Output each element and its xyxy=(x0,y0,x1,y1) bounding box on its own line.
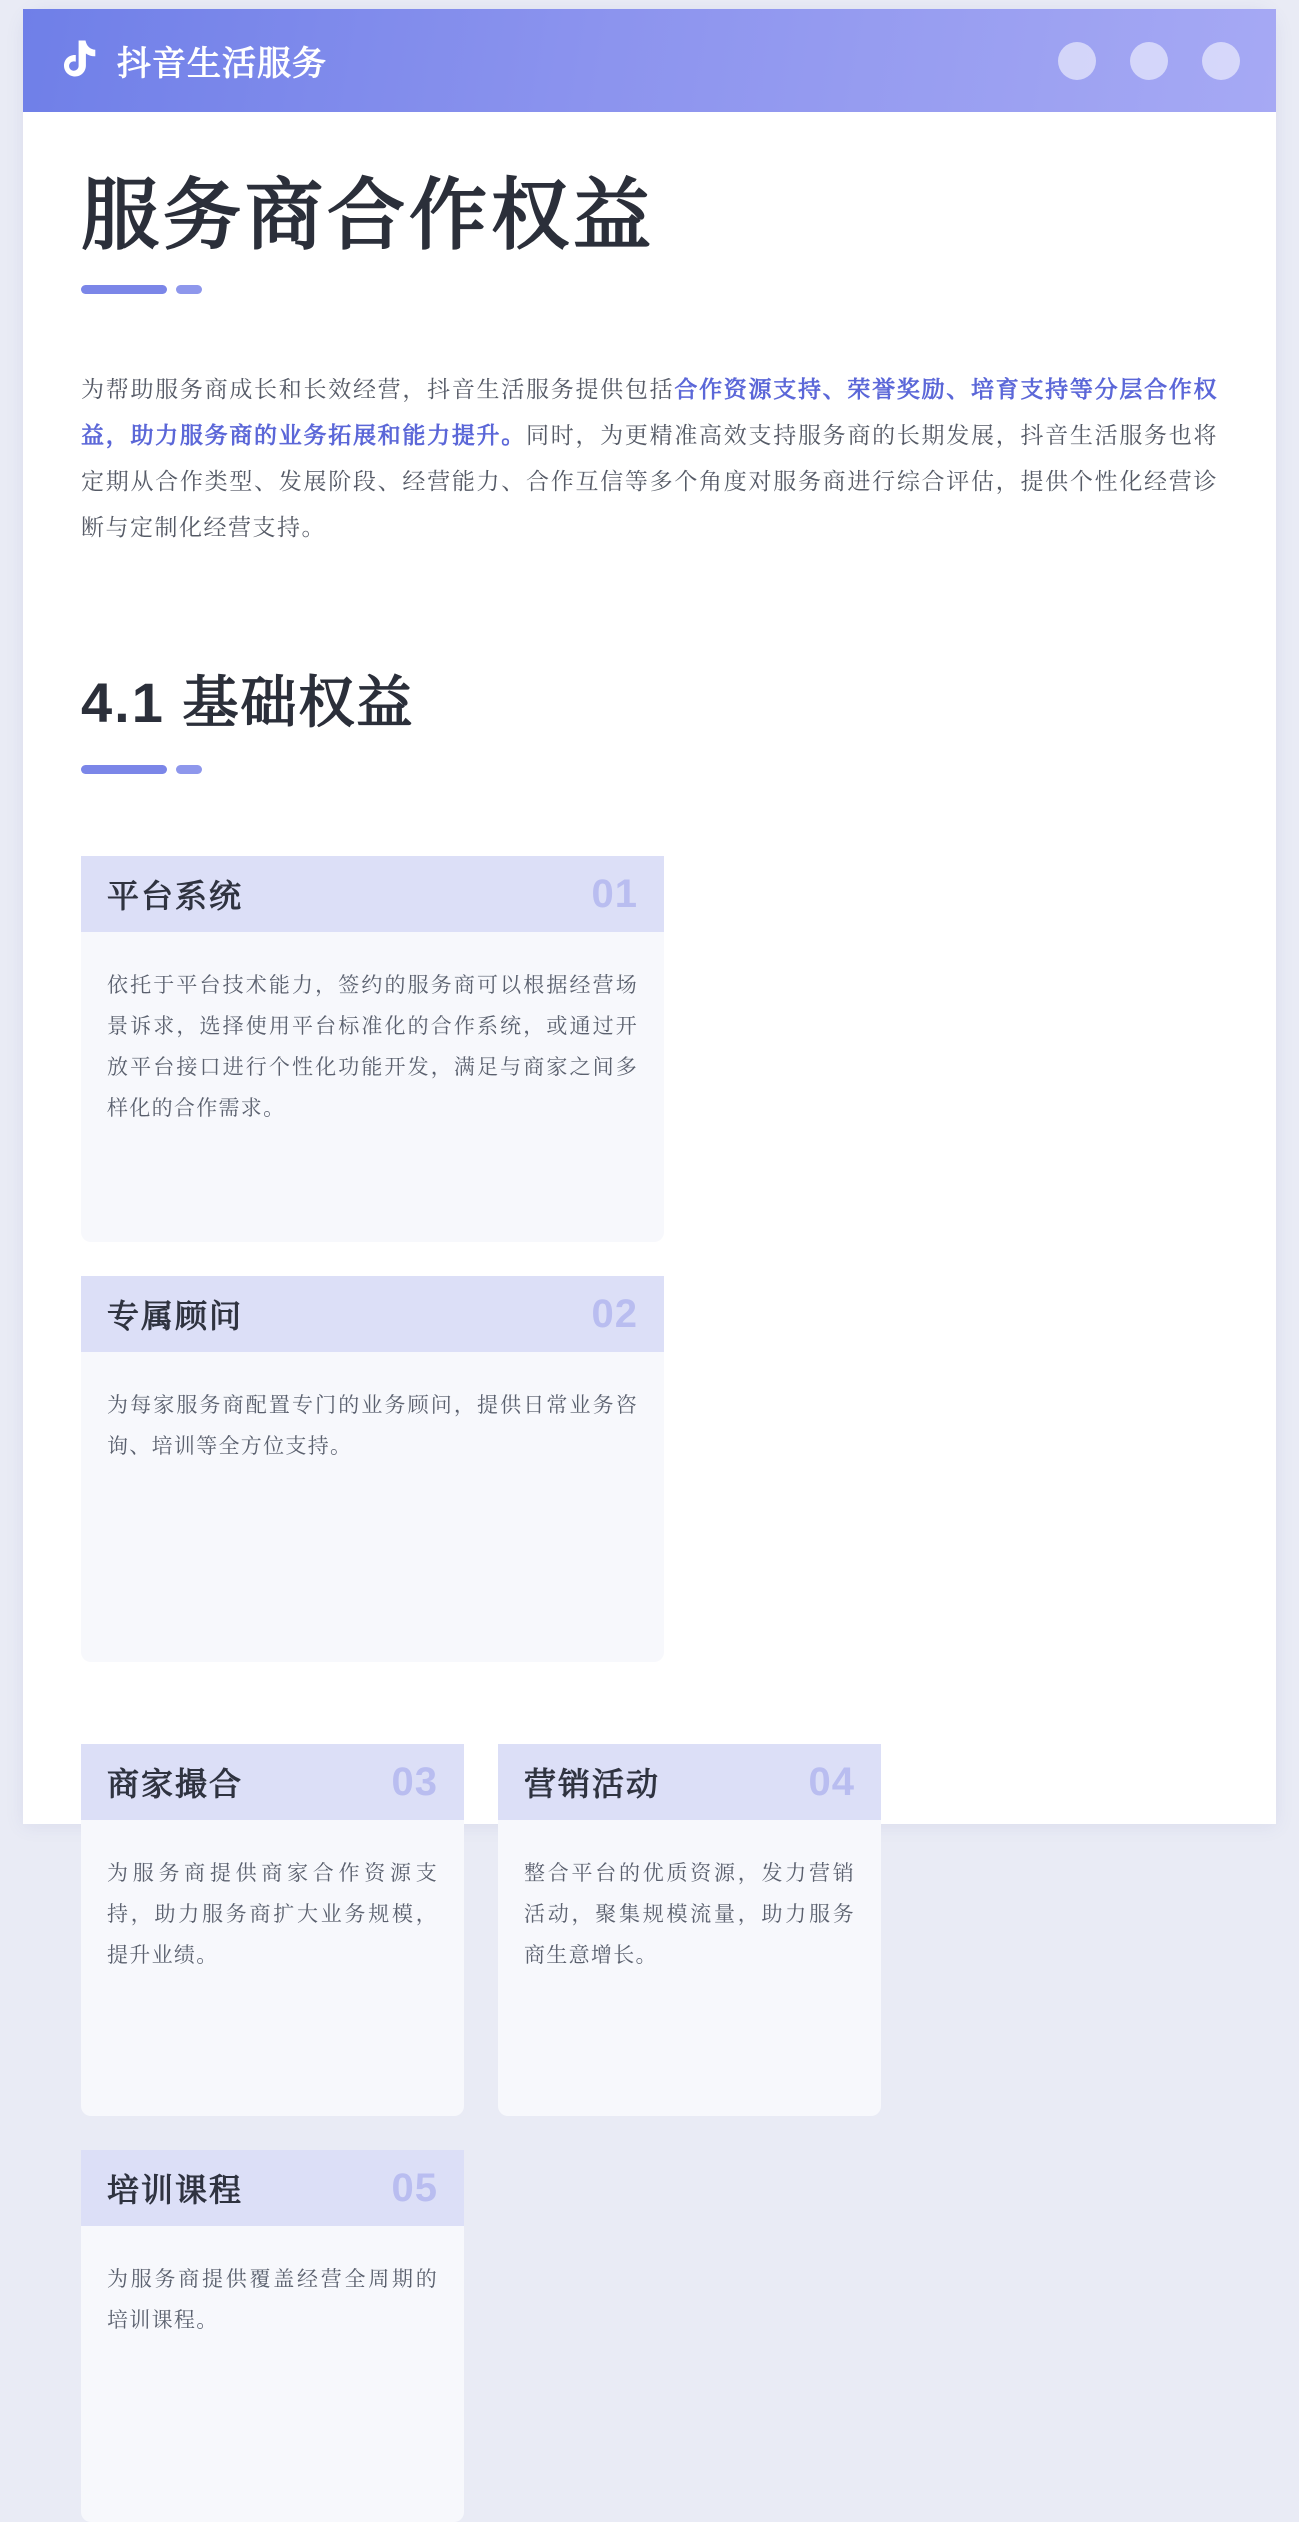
feature-description: 为服务商提供商家合作资源支持，助力服务商扩大业务规模，提升业绩。 xyxy=(107,1862,438,1968)
feature-card-header xyxy=(81,856,664,932)
feature-number: 05 xyxy=(391,2165,438,2210)
feature-card xyxy=(81,1744,464,2116)
feature-number: 02 xyxy=(591,1291,638,1336)
feature-title: 专属顾问 xyxy=(107,1298,244,1335)
intro-text-highlight: 合作资源支持、荣誉奖励、培育支持等分层合作权益，助力服务商的业务拓展和能力提升。 xyxy=(81,376,1219,449)
document-content xyxy=(23,112,1276,2522)
feature-card-header xyxy=(81,1276,664,1352)
feature-card-header xyxy=(81,1744,464,1820)
underline-segment-short xyxy=(176,285,202,294)
feature-number: 04 xyxy=(808,1759,855,1804)
window-titlebar xyxy=(23,9,1276,112)
section-title: 4.1 基础权益 xyxy=(81,671,415,735)
feature-card-header xyxy=(498,1744,881,1820)
tiktok-note-icon xyxy=(57,38,101,84)
intro-text-part1: 为帮助服务商成长和长效经营，抖音生活服务提供包括 xyxy=(81,376,675,403)
feature-description: 为每家服务商配置专门的业务顾问，提供日常业务咨询、培训等全方位支持。 xyxy=(107,1394,638,1459)
feature-grid-row-1 xyxy=(81,856,1218,1662)
feature-title: 培训课程 xyxy=(107,2172,244,2209)
feature-grid-row-2 xyxy=(81,1744,1218,2522)
title-underline xyxy=(81,285,1218,294)
feature-title: 商家撮合 xyxy=(107,1766,244,1803)
brand-title: 抖音生活服务 xyxy=(117,45,327,83)
maximize-button[interactable] xyxy=(1130,42,1168,80)
underline-segment-short xyxy=(176,765,202,774)
intro-text-part2: 同时，为更精准高效支持服务商的长期发展，抖音生活服务也将定期从合作类型、发展阶段、经营能力、合作互信等多个角度对服务商进行综合评估，提供个性化经营诊断与定制化经营支持。 xyxy=(81,422,1219,541)
feature-number: 03 xyxy=(391,1759,438,1804)
feature-card-header xyxy=(81,2150,464,2226)
document-card xyxy=(23,9,1276,2333)
feature-description: 为服务商提供覆盖经营全周期的培训课程。 xyxy=(107,2268,438,2333)
brand-logo-group xyxy=(57,36,327,85)
feature-title: 营销活动 xyxy=(524,1766,661,1803)
feature-description: 整合平台的优质资源，发力营销活动，聚集规模流量，助力服务商生意增长。 xyxy=(524,1862,855,1968)
section-underline xyxy=(81,765,1218,774)
minimize-button[interactable] xyxy=(1058,42,1096,80)
intro-paragraph xyxy=(81,366,1218,550)
feature-card xyxy=(498,1744,881,2116)
feature-number: 01 xyxy=(591,871,638,916)
feature-card xyxy=(81,2150,464,2522)
feature-title: 平台系统 xyxy=(107,878,244,915)
feature-card xyxy=(81,856,664,1242)
underline-segment-long xyxy=(81,285,167,294)
feature-description: 依托于平台技术能力，签约的服务商可以根据经营场景诉求，选择使用平台标准化的合作系统，或通过开放平台接口进行个性化功能开发，满足与商家之间多样化的合作需求。 xyxy=(107,974,638,1121)
close-button[interactable] xyxy=(1202,42,1240,80)
window-controls[interactable] xyxy=(1058,42,1240,80)
page-title: 服务商合作权益 xyxy=(81,171,656,259)
underline-segment-long xyxy=(81,765,167,774)
feature-card xyxy=(81,1276,664,1662)
